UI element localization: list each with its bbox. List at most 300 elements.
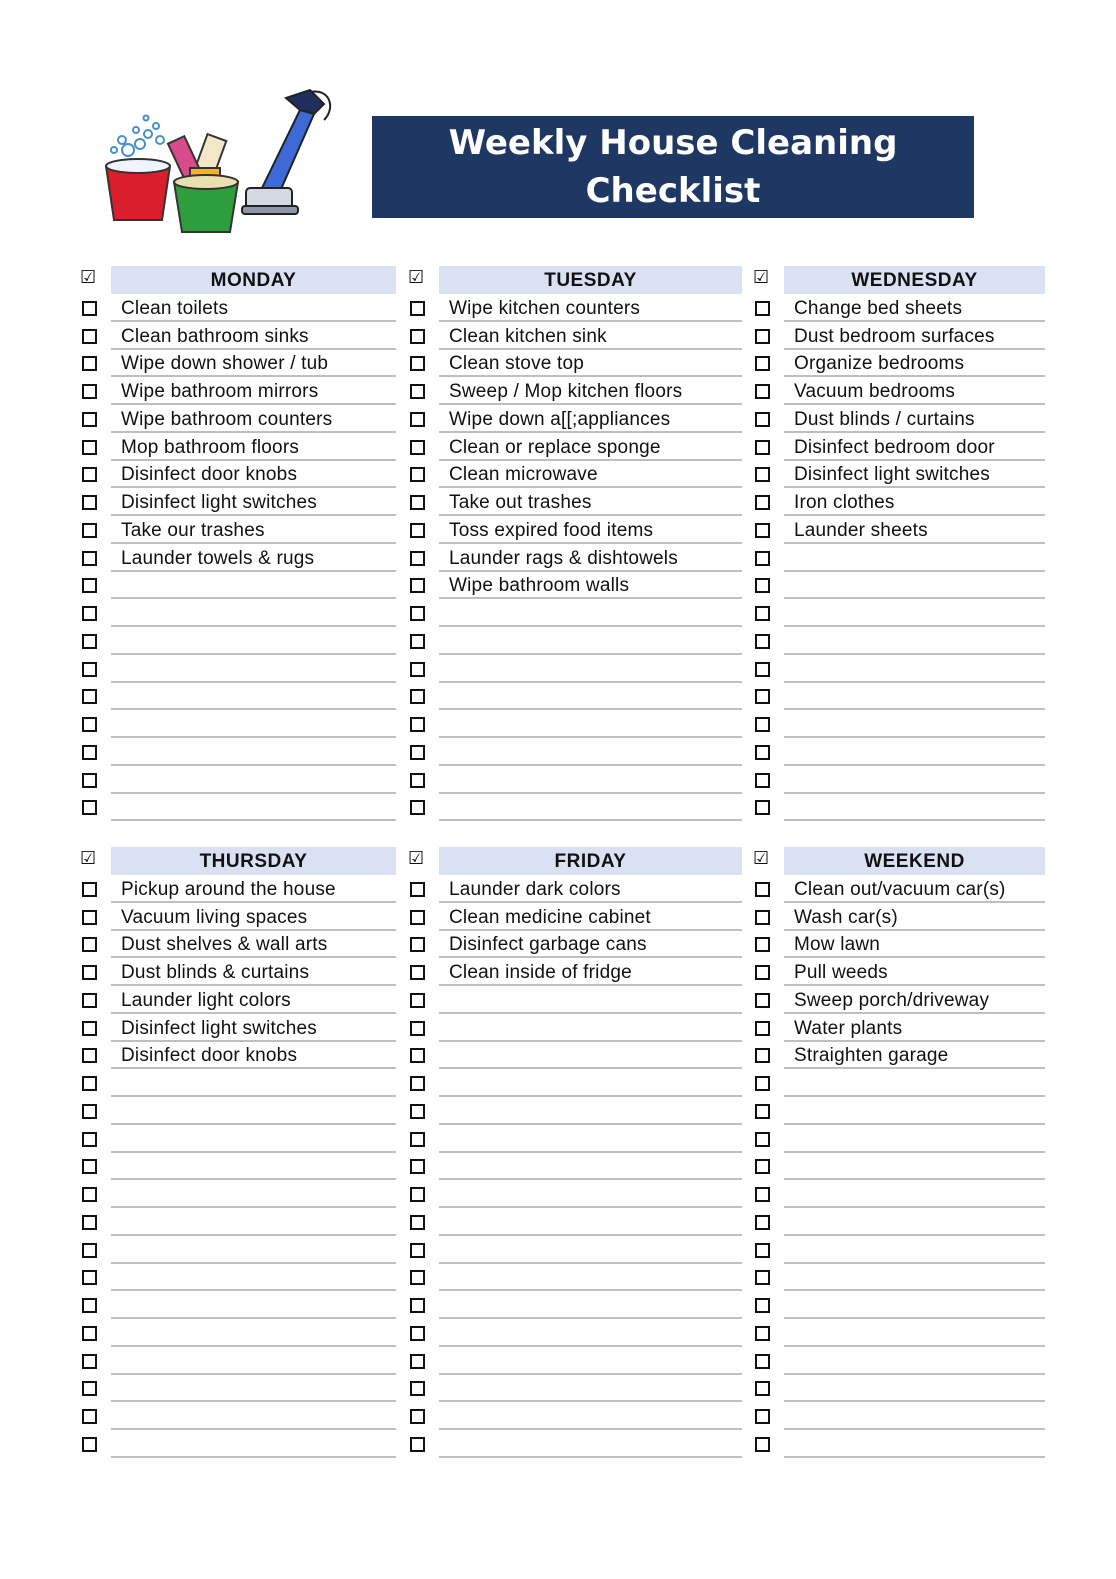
task-row	[80, 766, 396, 794]
task-row	[80, 958, 396, 986]
task-row	[408, 986, 742, 1014]
task-checkbox[interactable]	[410, 551, 425, 566]
task-checkbox[interactable]	[410, 1104, 425, 1119]
task-checkbox[interactable]	[410, 606, 425, 621]
task-checkbox[interactable]	[410, 717, 425, 732]
task-checkbox[interactable]	[410, 412, 425, 427]
task-checkbox[interactable]	[82, 1243, 97, 1258]
task-row	[408, 405, 742, 433]
task-row	[408, 1402, 742, 1430]
task-row	[80, 349, 396, 377]
task-line	[784, 738, 1045, 766]
task-checkbox[interactable]	[410, 440, 425, 455]
task-checkbox[interactable]	[755, 412, 770, 427]
task-row	[80, 1125, 396, 1153]
task-checkbox[interactable]	[755, 1270, 770, 1285]
task-checkbox[interactable]	[410, 937, 425, 952]
task-line	[111, 655, 396, 683]
day-header-row	[80, 266, 396, 294]
task-label: Change bed sheets	[794, 297, 963, 319]
task-checkbox[interactable]	[410, 523, 425, 538]
task-checkbox[interactable]	[755, 1021, 770, 1036]
task-line	[111, 516, 396, 544]
task-label: Clean bathroom sinks	[121, 325, 309, 347]
task-checkbox[interactable]	[82, 717, 97, 732]
task-checkbox[interactable]	[755, 495, 770, 510]
task-checkbox[interactable]	[82, 523, 97, 538]
task-row	[408, 1152, 742, 1180]
task-line	[784, 1014, 1045, 1042]
task-checkbox[interactable]	[410, 773, 425, 788]
task-checkbox[interactable]	[755, 882, 770, 897]
task-row	[408, 599, 742, 627]
task-checkbox[interactable]	[755, 1326, 770, 1341]
header-checkbox-icon: ☑	[80, 848, 97, 869]
task-line	[784, 1097, 1045, 1125]
task-checkbox[interactable]	[82, 800, 97, 815]
task-row	[80, 1319, 396, 1347]
day-header-wednesday: WEDNESDAY	[784, 266, 1045, 294]
task-checkbox[interactable]	[410, 800, 425, 815]
task-checkbox[interactable]	[82, 329, 97, 344]
task-line	[784, 1374, 1045, 1402]
task-checkbox[interactable]	[755, 745, 770, 760]
header-checkbox-icon: ☑	[753, 848, 770, 869]
task-row	[753, 433, 1045, 461]
task-line	[111, 322, 396, 350]
task-row	[753, 1236, 1045, 1264]
task-checkbox[interactable]	[410, 965, 425, 980]
task-label: Clean or replace sponge	[449, 436, 661, 458]
task-label: Pull weeds	[794, 962, 888, 983]
task-checkbox[interactable]	[755, 1409, 770, 1424]
task-line	[111, 544, 396, 572]
task-checkbox[interactable]	[755, 1298, 770, 1313]
task-line	[111, 377, 396, 405]
task-checkbox[interactable]	[410, 1021, 425, 1036]
task-row	[408, 1014, 742, 1042]
task-row	[80, 627, 396, 655]
task-line	[111, 710, 396, 738]
task-line	[784, 544, 1045, 572]
task-checkbox[interactable]	[410, 689, 425, 704]
task-checkbox[interactable]	[755, 717, 770, 732]
task-label: Disinfect garbage cans	[449, 934, 647, 956]
task-line	[111, 349, 396, 377]
task-checkbox[interactable]	[755, 937, 770, 952]
task-checkbox[interactable]	[755, 1215, 770, 1230]
task-label: Pickup around the house	[121, 878, 336, 900]
task-checkbox[interactable]	[410, 384, 425, 399]
task-line	[784, 655, 1045, 683]
task-label: Wipe down a[[;appliances	[449, 408, 671, 430]
task-checkbox[interactable]	[82, 412, 97, 427]
task-line	[439, 1263, 742, 1291]
task-checkbox[interactable]	[755, 1437, 770, 1452]
task-checkbox[interactable]	[82, 440, 97, 455]
task-line	[111, 488, 396, 516]
task-label: Disinfect door knobs	[121, 464, 298, 486]
task-line	[111, 1041, 396, 1069]
task-checkbox[interactable]	[410, 1159, 425, 1174]
task-row	[80, 1402, 396, 1430]
task-checkbox[interactable]	[82, 467, 97, 482]
task-row	[753, 793, 1045, 821]
task-line	[439, 1014, 742, 1042]
task-label: Wipe kitchen counters	[449, 297, 641, 319]
task-line	[439, 875, 742, 903]
task-row	[80, 322, 396, 350]
task-checkbox[interactable]	[755, 1159, 770, 1174]
task-checkbox[interactable]	[82, 1381, 97, 1396]
task-row	[753, 1374, 1045, 1402]
task-line	[111, 460, 396, 488]
task-checkbox[interactable]	[755, 1187, 770, 1202]
task-label: Iron clothes	[794, 492, 895, 513]
task-checkbox[interactable]	[410, 910, 425, 925]
task-label: Water plants	[794, 1017, 903, 1039]
task-line	[111, 738, 396, 766]
task-checkbox[interactable]	[410, 882, 425, 897]
task-line	[111, 1125, 396, 1153]
task-checkbox[interactable]	[410, 1409, 425, 1424]
task-line	[439, 322, 742, 350]
task-line	[111, 1374, 396, 1402]
weekday-block-1	[0, 266, 1116, 826]
task-checkbox[interactable]	[755, 523, 770, 538]
task-line	[439, 516, 742, 544]
task-checkbox[interactable]	[82, 965, 97, 980]
task-label: Clean stove top	[449, 353, 585, 375]
task-line	[439, 1097, 742, 1125]
task-checkbox[interactable]	[410, 301, 425, 316]
task-checkbox[interactable]	[410, 1270, 425, 1285]
task-row	[80, 1236, 396, 1264]
task-checkbox[interactable]	[82, 1076, 97, 1091]
task-row	[408, 1097, 742, 1125]
task-checkbox[interactable]	[410, 329, 425, 344]
task-row	[753, 294, 1045, 322]
day-column-tuesday	[408, 266, 742, 826]
task-checkbox[interactable]	[82, 634, 97, 649]
task-row	[80, 488, 396, 516]
task-row	[753, 930, 1045, 958]
task-checkbox[interactable]	[82, 1021, 97, 1036]
task-line	[439, 1041, 742, 1069]
task-label: Take out trashes	[449, 492, 592, 513]
task-checkbox[interactable]	[410, 993, 425, 1008]
task-line	[111, 682, 396, 710]
task-row	[753, 1347, 1045, 1375]
task-label: Clean medicine cabinet	[449, 906, 651, 928]
task-line	[784, 571, 1045, 599]
task-line	[439, 1402, 742, 1430]
task-checkbox[interactable]	[755, 1104, 770, 1119]
task-row	[408, 1208, 742, 1236]
task-row	[408, 1125, 742, 1153]
task-checkbox[interactable]	[755, 301, 770, 316]
day-header-thursday: THURSDAY	[111, 847, 396, 875]
task-checkbox[interactable]	[755, 1132, 770, 1147]
task-row	[753, 1208, 1045, 1236]
task-row	[753, 488, 1045, 516]
task-checkbox[interactable]	[82, 384, 97, 399]
task-checkbox[interactable]	[755, 1354, 770, 1369]
task-checkbox[interactable]	[82, 937, 97, 952]
day-header-weekend: WEEKEND	[784, 847, 1045, 875]
task-checkbox[interactable]	[755, 384, 770, 399]
task-row	[753, 682, 1045, 710]
task-checkbox[interactable]	[755, 606, 770, 621]
task-checkbox[interactable]	[82, 1132, 97, 1147]
task-checkbox[interactable]	[410, 1132, 425, 1147]
task-label: Clean out/vacuum car(s)	[794, 878, 1006, 900]
task-line	[111, 1069, 396, 1097]
task-line	[111, 766, 396, 794]
task-line	[784, 793, 1045, 821]
task-label: Wipe bathroom walls	[449, 575, 630, 597]
task-checkbox[interactable]	[82, 1215, 97, 1230]
task-label: Wipe bathroom counters	[121, 408, 333, 430]
task-checkbox[interactable]	[410, 1215, 425, 1230]
task-line	[439, 627, 742, 655]
task-row	[80, 571, 396, 599]
task-label: Sweep / Mop kitchen floors	[449, 381, 683, 402]
task-checkbox[interactable]	[82, 1437, 97, 1452]
task-checkbox[interactable]	[82, 745, 97, 760]
task-row	[753, 766, 1045, 794]
task-checkbox[interactable]	[82, 551, 97, 566]
task-line	[784, 1069, 1045, 1097]
task-label: Dust blinds & curtains	[121, 962, 310, 983]
task-row	[408, 682, 742, 710]
task-checkbox[interactable]	[410, 1326, 425, 1341]
task-checkbox[interactable]	[82, 606, 97, 621]
task-line	[439, 1069, 742, 1097]
task-label: Disinfect light switches	[794, 464, 990, 486]
task-checkbox[interactable]	[82, 301, 97, 316]
task-checkbox[interactable]	[410, 1381, 425, 1396]
task-checkbox[interactable]	[755, 662, 770, 677]
task-line	[111, 930, 396, 958]
task-line	[111, 1152, 396, 1180]
task-checkbox[interactable]	[82, 1354, 97, 1369]
task-checkbox[interactable]	[755, 800, 770, 815]
task-row	[80, 682, 396, 710]
task-row	[753, 1014, 1045, 1042]
task-line	[439, 1125, 742, 1153]
task-line	[439, 1208, 742, 1236]
task-label: Disinfect light switches	[121, 1017, 317, 1039]
task-checkbox[interactable]	[82, 495, 97, 510]
task-line	[111, 1014, 396, 1042]
task-row	[753, 1402, 1045, 1430]
task-row	[80, 1097, 396, 1125]
task-row	[80, 986, 396, 1014]
task-line	[784, 875, 1045, 903]
task-line	[439, 1236, 742, 1264]
task-row	[753, 460, 1045, 488]
task-checkbox[interactable]	[755, 329, 770, 344]
task-row	[408, 1291, 742, 1319]
task-checkbox[interactable]	[410, 356, 425, 371]
task-checkbox[interactable]	[410, 1048, 425, 1063]
task-row	[408, 738, 742, 766]
task-line	[111, 1319, 396, 1347]
task-checkbox[interactable]	[755, 356, 770, 371]
task-line	[111, 875, 396, 903]
task-checkbox[interactable]	[82, 1409, 97, 1424]
task-row	[753, 1041, 1045, 1069]
task-row	[753, 571, 1045, 599]
task-row	[80, 460, 396, 488]
task-checkbox[interactable]	[755, 965, 770, 980]
task-line	[784, 1180, 1045, 1208]
task-checkbox[interactable]	[82, 1048, 97, 1063]
task-checkbox[interactable]	[755, 689, 770, 704]
task-label: Wipe down shower / tub	[121, 353, 329, 375]
task-row	[408, 544, 742, 572]
task-row	[408, 875, 742, 903]
task-line	[784, 1402, 1045, 1430]
day-header-monday: MONDAY	[111, 266, 396, 294]
task-checkbox[interactable]	[82, 1298, 97, 1313]
task-line	[439, 682, 742, 710]
day-header-friday: FRIDAY	[439, 847, 742, 875]
task-line	[439, 1291, 742, 1319]
task-label: Clean inside of fridge	[449, 962, 632, 983]
task-row	[80, 655, 396, 683]
task-checkbox[interactable]	[410, 1243, 425, 1258]
task-row	[753, 627, 1045, 655]
task-row	[408, 1069, 742, 1097]
task-checkbox[interactable]	[755, 551, 770, 566]
task-row	[80, 930, 396, 958]
task-checkbox[interactable]	[755, 910, 770, 925]
task-label: Mop bathroom floors	[121, 436, 300, 458]
task-line	[784, 377, 1045, 405]
task-checkbox[interactable]	[755, 993, 770, 1008]
task-checkbox[interactable]	[410, 1187, 425, 1202]
task-line	[111, 1347, 396, 1375]
task-checkbox[interactable]	[755, 1076, 770, 1091]
task-line	[439, 930, 742, 958]
task-row	[408, 766, 742, 794]
task-row	[753, 1152, 1045, 1180]
task-checkbox[interactable]	[755, 578, 770, 593]
task-checkbox[interactable]	[82, 882, 97, 897]
task-row	[408, 294, 742, 322]
task-checkbox[interactable]	[82, 662, 97, 677]
task-row	[753, 405, 1045, 433]
task-checkbox[interactable]	[755, 634, 770, 649]
task-line	[439, 488, 742, 516]
task-checkbox[interactable]	[82, 1159, 97, 1174]
task-row	[80, 405, 396, 433]
task-checkbox[interactable]	[82, 773, 97, 788]
task-line	[111, 1208, 396, 1236]
task-label: Wipe bathroom mirrors	[121, 381, 319, 402]
task-label: Disinfect door knobs	[121, 1045, 298, 1067]
task-checkbox[interactable]	[410, 1298, 425, 1313]
task-checkbox[interactable]	[82, 689, 97, 704]
task-checkbox[interactable]	[82, 1270, 97, 1285]
task-checkbox[interactable]	[410, 467, 425, 482]
task-line	[439, 793, 742, 821]
task-line	[111, 1402, 396, 1430]
task-line	[439, 405, 742, 433]
task-label: Clean toilets	[121, 297, 229, 319]
task-checkbox[interactable]	[410, 634, 425, 649]
task-row	[408, 433, 742, 461]
task-label: Clean microwave	[449, 464, 598, 486]
task-line	[439, 1319, 742, 1347]
task-line	[784, 710, 1045, 738]
task-row	[408, 1263, 742, 1291]
day-column-monday	[80, 266, 396, 826]
task-label: Sweep porch/driveway	[794, 989, 990, 1011]
task-row	[80, 1041, 396, 1069]
task-checkbox[interactable]	[82, 356, 97, 371]
task-row	[408, 377, 742, 405]
day-column-wednesday	[753, 266, 1045, 826]
task-label: Straighten garage	[794, 1045, 949, 1067]
task-checkbox[interactable]	[82, 910, 97, 925]
task-row	[80, 875, 396, 903]
header-checkbox-icon: ☑	[753, 267, 770, 288]
task-line	[784, 1041, 1045, 1069]
task-checkbox[interactable]	[410, 745, 425, 760]
task-checkbox[interactable]	[410, 662, 425, 677]
task-checkbox[interactable]	[410, 1076, 425, 1091]
task-checkbox[interactable]	[410, 1354, 425, 1369]
task-checkbox[interactable]	[82, 1187, 97, 1202]
task-row	[408, 930, 742, 958]
task-label: Vacuum bedrooms	[794, 381, 956, 402]
task-row	[80, 738, 396, 766]
task-checkbox[interactable]	[410, 495, 425, 510]
task-row	[80, 1152, 396, 1180]
task-line	[784, 433, 1045, 461]
task-checkbox[interactable]	[82, 1326, 97, 1341]
task-line	[784, 516, 1045, 544]
task-checkbox[interactable]	[82, 1104, 97, 1119]
task-label: Dust blinds / curtains	[794, 408, 975, 430]
task-row	[753, 958, 1045, 986]
task-row	[408, 903, 742, 931]
header-checkbox-icon: ☑	[80, 267, 97, 288]
task-checkbox[interactable]	[82, 578, 97, 593]
task-checkbox[interactable]	[82, 993, 97, 1008]
task-row	[408, 793, 742, 821]
task-checkbox[interactable]	[755, 1048, 770, 1063]
task-label: Disinfect bedroom door	[794, 436, 995, 458]
task-checkbox[interactable]	[410, 578, 425, 593]
task-checkbox[interactable]	[755, 467, 770, 482]
task-checkbox[interactable]	[755, 1381, 770, 1396]
task-checkbox[interactable]	[755, 1243, 770, 1258]
task-row	[80, 793, 396, 821]
task-checkbox[interactable]	[755, 440, 770, 455]
task-label: Launder light colors	[121, 989, 291, 1011]
task-line	[111, 1291, 396, 1319]
task-line	[784, 1263, 1045, 1291]
task-checkbox[interactable]	[755, 773, 770, 788]
task-checkbox[interactable]	[410, 1437, 425, 1452]
task-line	[784, 1152, 1045, 1180]
task-row	[408, 1319, 742, 1347]
task-row	[408, 460, 742, 488]
